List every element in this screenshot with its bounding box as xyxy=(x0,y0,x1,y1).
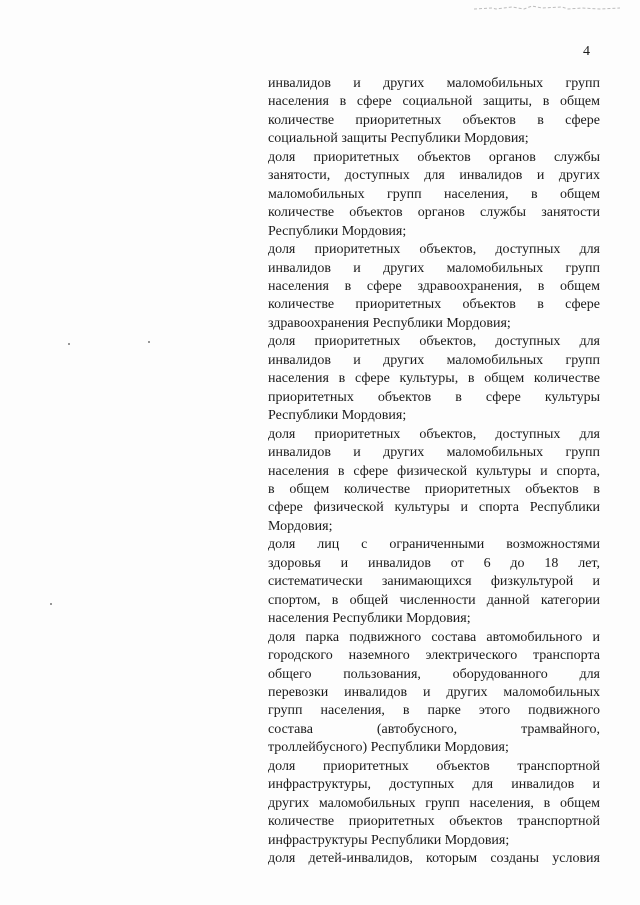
text-line: Республики Мордовия; xyxy=(268,408,407,424)
paragraph xyxy=(268,149,600,241)
paragraph xyxy=(268,241,600,333)
text-line: здоровья и инвалидов от 6 до 18 лет, xyxy=(268,555,600,571)
text-line: инфраструктуры Республики Мордовия; xyxy=(268,832,510,848)
text-line: приоритетных объектов в сфере культуры xyxy=(268,389,600,405)
text-line: доля приоритетных объектов, доступных для xyxy=(268,242,600,258)
text-line: Мордовия; xyxy=(268,518,333,534)
page-number: 4 xyxy=(583,44,590,59)
text-line: занятости, доступных для инвалидов и других xyxy=(268,168,600,184)
scan-artifact-icon xyxy=(472,4,622,12)
text-line: городского наземного электрического транспорта xyxy=(268,648,600,664)
text-line: других маломобильных групп населения, в общем xyxy=(268,795,600,811)
text-line: групп населения, в парке этого подвижного xyxy=(268,703,600,719)
text-line: доля детей-инвалидов, которым созданы условия xyxy=(268,851,600,867)
text-line: состава (автобусного, трамвайного, xyxy=(268,721,600,737)
paragraph xyxy=(268,333,600,425)
text-line: инвалидов и других маломобильных групп xyxy=(268,445,600,461)
body-text xyxy=(268,75,600,868)
paragraph xyxy=(268,426,600,537)
text-line: доля приоритетных объектов органов службы xyxy=(268,149,600,165)
text-line: количестве приоритетных объектов транспортной xyxy=(268,814,600,830)
text-line: населения в сфере социальной защиты, в общем xyxy=(268,94,600,110)
text-line: здравоохранения Республики Мордовия; xyxy=(268,315,511,331)
text-line: маломобильных групп населения, в общем xyxy=(268,186,600,202)
text-line: систематически занимающихся физкультурой и xyxy=(268,574,600,590)
text-line: населения в сфере здравоохранения, в общем xyxy=(268,278,600,294)
text-line: населения Республики Мордовия; xyxy=(268,611,471,627)
text-line: населения в сфере физической культуры и спорта, xyxy=(268,463,600,479)
paragraph xyxy=(268,75,600,149)
scan-speck xyxy=(148,341,150,343)
paragraph xyxy=(268,758,600,850)
text-line: количестве приоритетных объектов в сфере xyxy=(268,112,600,128)
text-line: населения в сфере культуры, в общем количестве xyxy=(268,371,600,387)
text-line: доля приоритетных объектов, доступных для xyxy=(268,426,600,442)
text-line: инфраструктуры, доступных для инвалидов и xyxy=(268,777,600,793)
text-line: Республики Мордовия; xyxy=(268,223,407,239)
text-line: инвалидов и других маломобильных групп xyxy=(268,352,600,368)
text-line: инвалидов и других маломобильных групп xyxy=(268,76,600,91)
text-line: троллейбусного) Республики Мордовия; xyxy=(268,740,509,756)
scan-speck xyxy=(68,343,70,345)
text-line: инвалидов и других маломобильных групп xyxy=(268,260,600,276)
text-line: общего пользования, оборудованного для xyxy=(268,666,600,682)
text-line: доля парка подвижного состава автомобильного и xyxy=(268,629,600,645)
paragraph xyxy=(268,850,600,868)
paragraph xyxy=(268,536,600,628)
text-line: сфере физической культуры и спорта Республики xyxy=(268,500,600,516)
paragraph xyxy=(268,629,600,758)
text-line: доля лиц с ограниченными возможностями xyxy=(268,537,600,553)
text-line: доля приоритетных объектов транспортной xyxy=(268,758,600,774)
text-line: спортом, в общей численности данной категории xyxy=(268,592,600,608)
text-line: количестве объектов органов службы занятости xyxy=(268,205,600,221)
text-line: количестве приоритетных объектов в сфере xyxy=(268,297,600,313)
text-line: доля приоритетных объектов, доступных для xyxy=(268,334,600,350)
scan-speck xyxy=(50,603,52,605)
text-line: в общем количестве приоритетных объектов в xyxy=(268,481,600,497)
text-line: перевозки инвалидов и других маломобильных xyxy=(268,684,600,700)
text-line: социальной защиты Республики Мордовия; xyxy=(268,131,529,147)
